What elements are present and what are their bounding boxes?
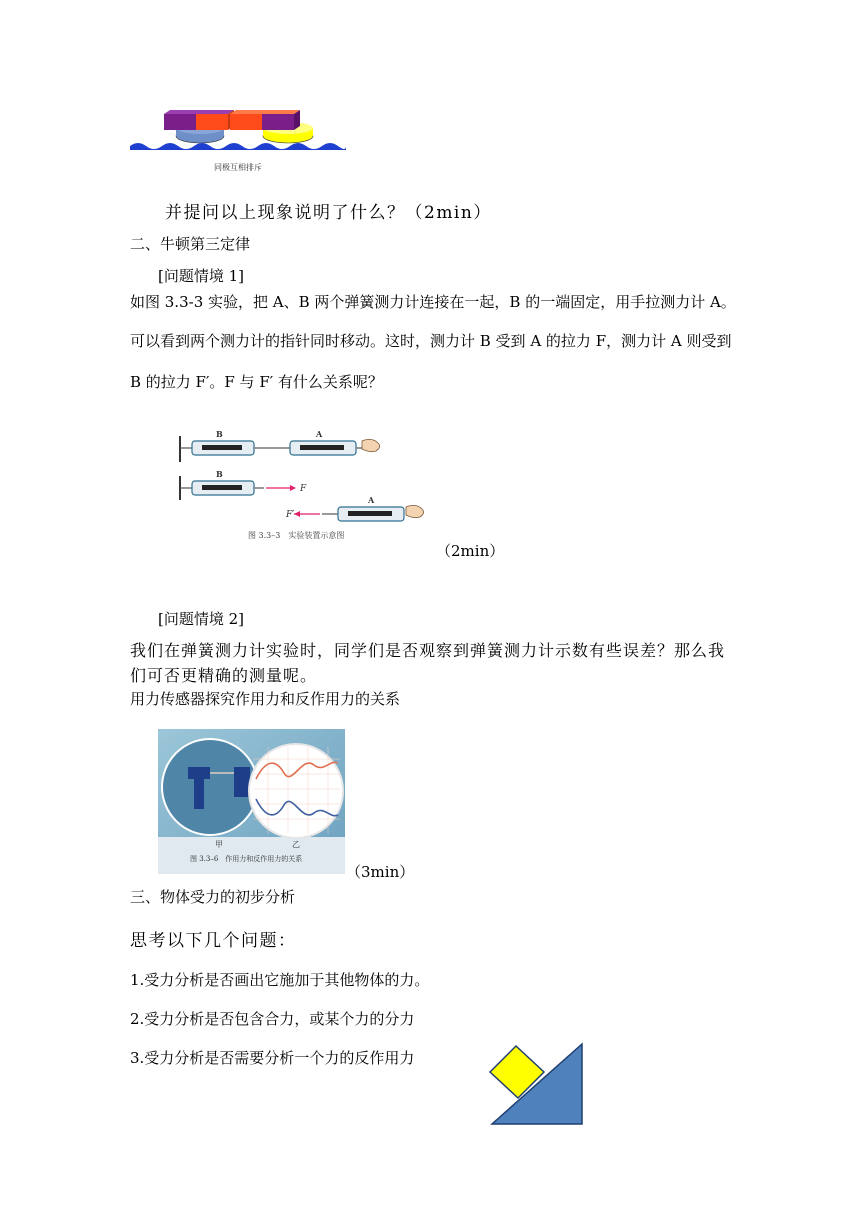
scale-label-b: B: [216, 469, 223, 479]
photo-label-right: 乙: [292, 840, 300, 849]
paragraph-line: 们可否更精确的测量呢。: [130, 666, 318, 685]
force-sensor-right: [234, 767, 250, 797]
spring-scale-figure: [172, 428, 442, 548]
magnet-repel-figure: [128, 106, 350, 174]
figure-caption: 图 3.3–3 实验装置示意图: [248, 531, 345, 540]
paragraph-line: 可以看到两个测力计的指针同时移动。这时，测力计 B 受到 A 的拉力 F，测力计 A 则受到: [130, 332, 732, 350]
hand-icon: [362, 439, 380, 451]
bar-magnet-right-orange: [230, 114, 262, 130]
force-label-f-prime: F′: [286, 510, 295, 520]
time-note: （2min）: [436, 542, 505, 560]
question-paragraph: 并提问以上现象说明了什么？（2min）: [165, 203, 492, 223]
force-sensor-photo: [158, 729, 345, 874]
situation-label: [问题情境 1]: [158, 267, 245, 285]
force-sensor-left: [194, 777, 204, 809]
scale-label-b: B: [216, 429, 223, 439]
figure-caption: 同极互相排斥: [214, 163, 262, 172]
scale-label-a: A: [316, 429, 323, 439]
water-surface: [130, 143, 346, 150]
block-on-incline-figure: [488, 1042, 588, 1128]
force-label-f: F: [300, 484, 307, 494]
bar-magnet-left-purple: [164, 114, 196, 130]
list-item: 3.受力分析是否需要分析一个力的反作用力: [130, 1049, 415, 1067]
scale-label-a: A: [368, 495, 375, 505]
list-item: 1.受力分析是否画出它施加于其他物体的力。: [130, 971, 430, 989]
arrow-head-icon: [294, 511, 300, 517]
think-prompt: 思考以下几个问题：: [130, 931, 297, 951]
situation-label: [问题情境 2]: [158, 610, 245, 628]
bar-magnet-right-purple: [262, 114, 294, 130]
photo-label-left: 甲: [215, 840, 223, 849]
paragraph-line: B 的拉力 F′。F 与 F′ 有什么关系呢？: [130, 373, 383, 391]
section-heading: 二、牛顿第三定律: [130, 235, 251, 253]
bar-magnet-left-orange: [196, 114, 228, 130]
graph-closeup-right: [249, 744, 343, 838]
arrow-head-icon: [290, 485, 296, 491]
hand-icon: [406, 505, 424, 517]
figure-caption: 图 3.3–6 作用力和反作用力的关系: [190, 855, 303, 863]
paragraph-line: 如图 3.3-3 实验，把 A、B 两个弹簧测力计连接在一起，B 的一端固定，用手拉测力计 A。: [130, 293, 736, 311]
list-item: 2.受力分析是否包含合力，或某个力的分力: [130, 1010, 415, 1028]
incline-diagram: [488, 1042, 588, 1128]
time-note: （3min）: [346, 863, 415, 881]
spring-scale-illustration: [172, 428, 442, 548]
subtitle: 用力传感器探究作用力和反作用力的关系: [130, 690, 401, 708]
paragraph-line: 我们在弹簧测力计实验时，同学们是否观察到弹簧测力计示数有些误差？那么我: [130, 641, 726, 660]
section-heading: 三、物体受力的初步分析: [130, 888, 296, 906]
force-sensor-figure: [158, 729, 345, 874]
magnet-illustration: [128, 106, 350, 152]
